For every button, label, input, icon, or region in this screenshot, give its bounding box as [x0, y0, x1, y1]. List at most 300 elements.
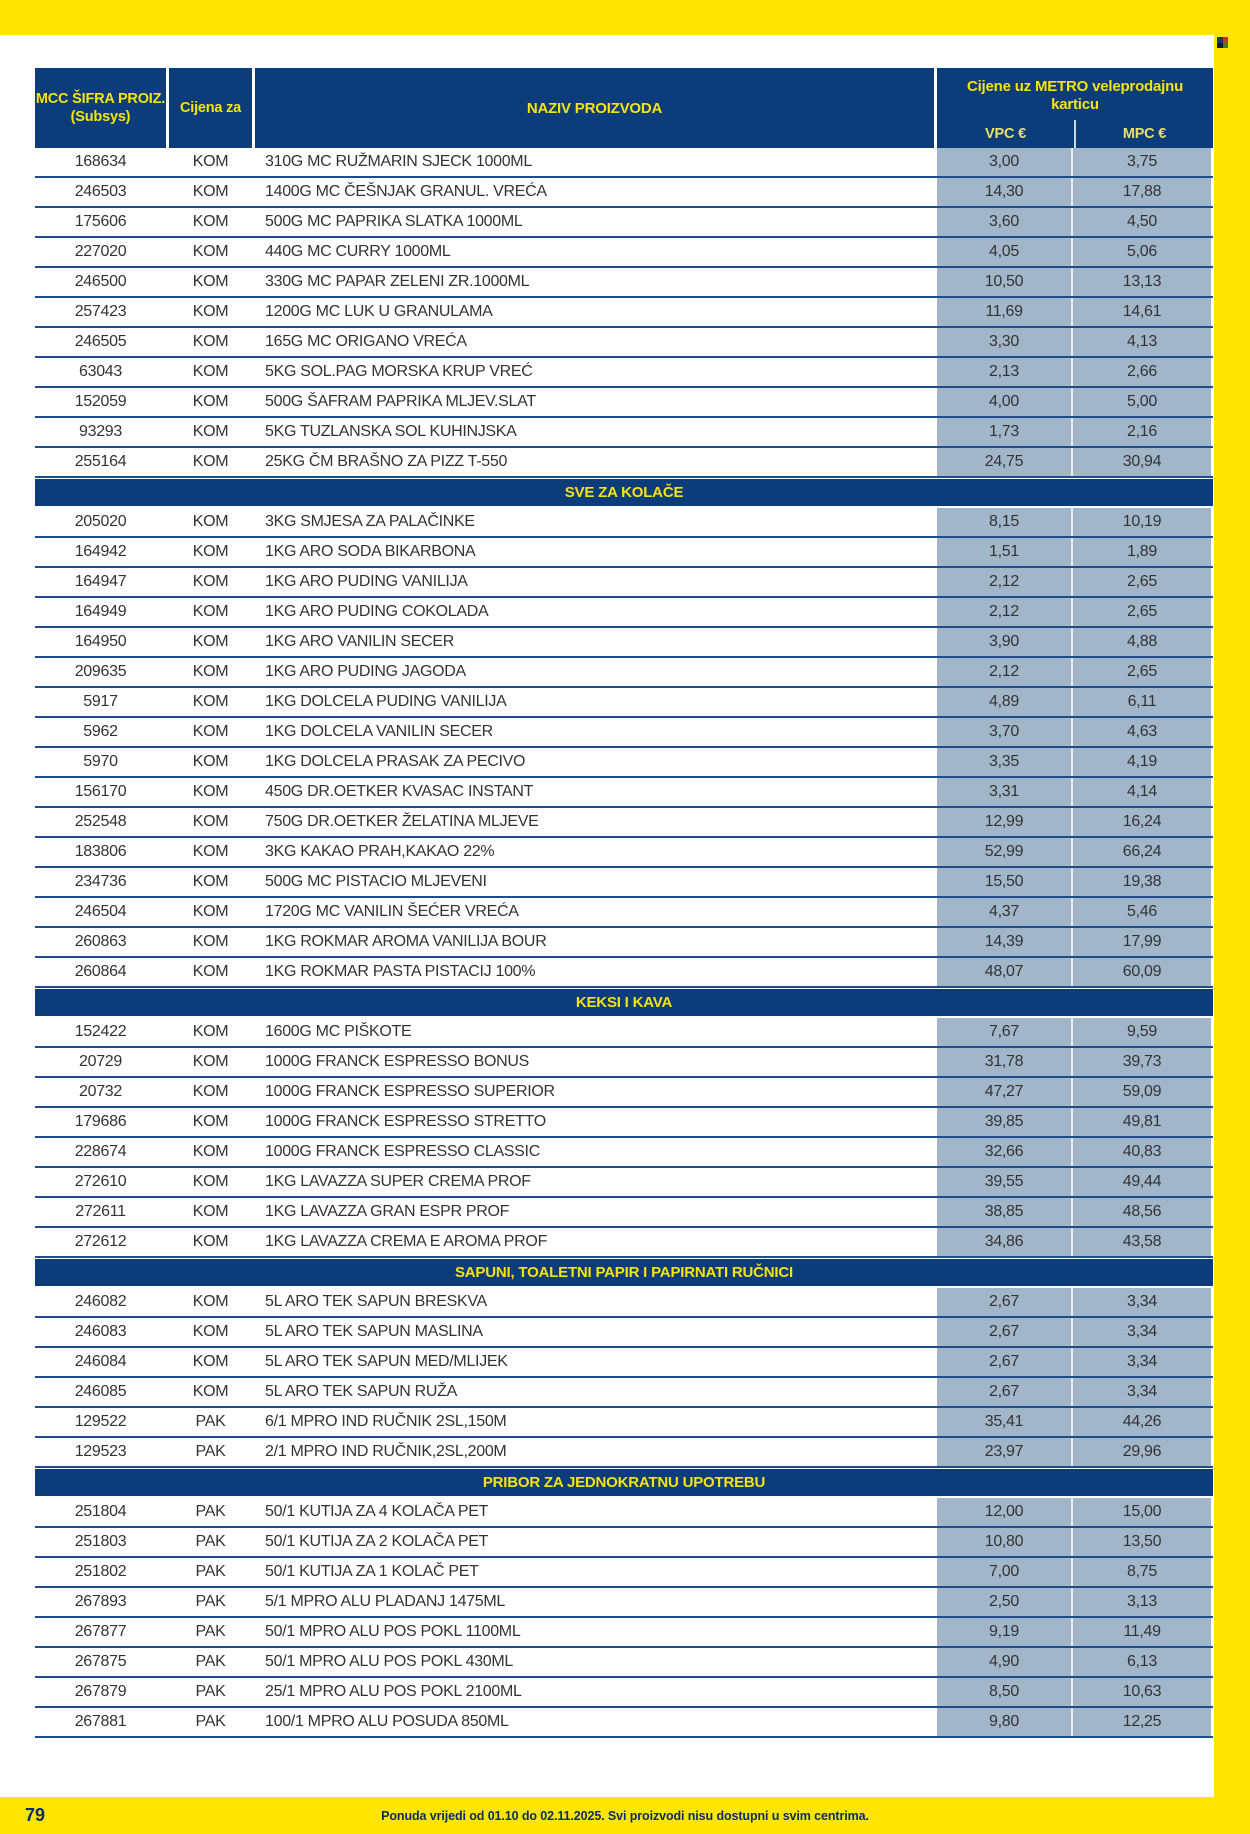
product-code: 246083 — [74, 1323, 127, 1340]
product-code: 63043 — [79, 363, 122, 380]
unit-label: KOM — [192, 1083, 229, 1100]
table-row — [35, 778, 1213, 808]
product-code: 251804 — [74, 1503, 127, 1520]
mpc-price: 13,13 — [1073, 268, 1211, 296]
product-code: 168634 — [74, 153, 127, 170]
product-name: 1000G FRANCK ESPRESSO BONUS — [265, 1053, 529, 1070]
product-code: 129523 — [74, 1443, 127, 1460]
unit-label: KOM — [192, 753, 229, 770]
product-name: 50/1 KUTIJA ZA 2 KOLAČA PET — [265, 1533, 489, 1550]
unit-label: KOM — [192, 903, 229, 920]
vpc-price: 7,67 — [937, 1018, 1073, 1046]
mpc-price: 13,50 — [1073, 1528, 1211, 1556]
table-row — [35, 508, 1213, 538]
table-row — [35, 1228, 1213, 1258]
column-header-code-line2: (Subsys) — [70, 109, 131, 125]
table-row — [35, 1168, 1213, 1198]
unit-label: PAK — [195, 1623, 226, 1640]
product-code: 260864 — [74, 963, 127, 980]
table-row — [35, 1678, 1213, 1708]
unit-label: KOM — [192, 393, 229, 410]
table-row — [35, 148, 1213, 178]
column-header-mpc: MPC € — [1122, 126, 1167, 142]
unit-label: KOM — [192, 633, 229, 650]
table-row — [35, 1288, 1213, 1318]
product-name: 2/1 MPRO IND RUČNIK,2SL,200M — [265, 1443, 507, 1460]
mpc-price: 17,88 — [1073, 178, 1211, 206]
vpc-price: 4,90 — [937, 1648, 1073, 1676]
mpc-price: 15,00 — [1073, 1498, 1211, 1526]
unit-label: KOM — [192, 453, 229, 470]
table-row — [35, 1048, 1213, 1078]
table-header-row — [35, 68, 1213, 148]
table-row — [35, 1528, 1213, 1558]
product-code: 267879 — [74, 1683, 127, 1700]
table-row — [35, 238, 1213, 268]
vpc-price: 4,05 — [937, 238, 1073, 266]
product-code: 175606 — [74, 213, 127, 230]
mpc-price: 60,09 — [1073, 958, 1211, 986]
product-code: 164950 — [74, 633, 127, 650]
page-content — [0, 35, 1214, 1797]
product-name: 500G MC PAPRIKA SLATKA 1000ML — [265, 213, 523, 230]
unit-label: KOM — [192, 843, 229, 860]
unit-label: KOM — [192, 183, 229, 200]
vpc-price: 4,89 — [937, 688, 1073, 716]
mpc-price: 17,99 — [1073, 928, 1211, 956]
vpc-price: 9,19 — [937, 1618, 1073, 1646]
table-row — [35, 1498, 1213, 1528]
mpc-price: 6,11 — [1073, 688, 1211, 716]
unit-label: KOM — [192, 1323, 229, 1340]
product-code: 267875 — [74, 1653, 127, 1670]
table-row — [35, 1348, 1213, 1378]
vpc-price: 2,67 — [937, 1378, 1073, 1406]
unit-label: PAK — [195, 1593, 226, 1610]
column-header-unit: Cijena za — [169, 68, 252, 148]
table-row — [35, 1438, 1213, 1468]
mpc-price: 48,56 — [1073, 1198, 1211, 1226]
table-row — [35, 1318, 1213, 1348]
product-code: 251802 — [74, 1563, 127, 1580]
unit-label: KOM — [192, 303, 229, 320]
unit-label: KOM — [192, 363, 229, 380]
vpc-price: 3,60 — [937, 208, 1073, 236]
product-name: 440G MC CURRY 1000ML — [265, 243, 451, 260]
product-name: 1000G FRANCK ESPRESSO SUPERIOR — [265, 1083, 555, 1100]
product-code: 272611 — [75, 1203, 126, 1220]
mpc-price: 44,26 — [1073, 1408, 1211, 1436]
table-row — [35, 358, 1213, 388]
product-code: 152422 — [74, 1023, 127, 1040]
mpc-price: 8,75 — [1073, 1558, 1211, 1586]
product-name: 5/1 MPRO ALU PLADANJ 1475ML — [265, 1593, 506, 1610]
table-row — [35, 568, 1213, 598]
vpc-price: 2,67 — [937, 1348, 1073, 1376]
table-row — [35, 1138, 1213, 1168]
product-code: 209635 — [74, 663, 127, 680]
mpc-price: 66,24 — [1073, 838, 1211, 866]
unit-label: KOM — [192, 213, 229, 230]
product-name: 1KG LAVAZZA CREMA E AROMA PROF — [265, 1233, 548, 1250]
mpc-price: 4,19 — [1073, 748, 1211, 776]
mpc-price: 4,14 — [1073, 778, 1211, 806]
mpc-price: 40,83 — [1073, 1138, 1211, 1166]
vpc-price: 31,78 — [937, 1048, 1073, 1076]
product-name: 750G DR.OETKER ŽELATINA MLJEVE — [265, 813, 539, 830]
product-name: 1000G FRANCK ESPRESSO STRETTO — [265, 1113, 546, 1130]
vpc-price: 47,27 — [937, 1078, 1073, 1106]
product-name: 1600G MC PIŠKOTE — [265, 1023, 412, 1040]
unit-label: PAK — [195, 1443, 226, 1460]
section-header: SAPUNI, TOALETNI PAPIR I PAPIRNATI RUČNICI — [35, 1258, 1213, 1288]
registration-mark-icon — [1217, 37, 1228, 48]
product-name: 1720G MC VANILIN ŠEĆER VREĆA — [265, 903, 519, 920]
product-code: 267881 — [74, 1713, 127, 1730]
vpc-price: 32,66 — [937, 1138, 1073, 1166]
unit-label: KOM — [192, 723, 229, 740]
table-row — [35, 538, 1213, 568]
unit-label: KOM — [192, 813, 229, 830]
product-code: 246503 — [74, 183, 127, 200]
product-name: 5L ARO TEK SAPUN MED/MLIJEK — [265, 1353, 508, 1370]
table-row — [35, 1648, 1213, 1678]
product-name: 25KG ČM BRAŠNO ZA PIZZ T-550 — [265, 453, 508, 470]
price-group-title: Cijene uz METRO veleprodajnu karticu — [966, 78, 1184, 113]
table-row — [35, 328, 1213, 358]
product-code: 246504 — [74, 903, 127, 920]
column-header-code-line1: MCC ŠIFRA PROIZ. — [35, 91, 166, 107]
table-row — [35, 1408, 1213, 1438]
table-row — [35, 1558, 1213, 1588]
mpc-price: 3,34 — [1073, 1318, 1211, 1346]
unit-label: KOM — [192, 963, 229, 980]
product-name: 1200G MC LUK U GRANULAMA — [265, 303, 493, 320]
product-name: 1KG DOLCELA VANILIN SECER — [265, 723, 493, 740]
mpc-price: 14,61 — [1073, 298, 1211, 326]
table-row — [35, 1198, 1213, 1228]
unit-label: PAK — [195, 1713, 226, 1730]
product-name: 1KG ARO PUDING VANILIJA — [265, 573, 468, 590]
table-row — [35, 1618, 1213, 1648]
column-header-product-name: NAZIV PROIZVODA — [255, 68, 934, 148]
unit-label: KOM — [192, 1053, 229, 1070]
product-code: 152059 — [74, 393, 127, 410]
table-row — [35, 388, 1213, 418]
price-subheaders — [937, 120, 1213, 148]
vpc-price: 24,75 — [937, 448, 1073, 476]
unit-label: PAK — [195, 1563, 226, 1580]
table-row — [35, 1588, 1213, 1618]
table-row — [35, 1078, 1213, 1108]
table-row — [35, 868, 1213, 898]
product-code: 267893 — [74, 1593, 127, 1610]
section-header: KEKSI I KAVA — [35, 988, 1213, 1018]
table-row — [35, 1018, 1213, 1048]
table-row — [35, 448, 1213, 478]
unit-label: KOM — [192, 1023, 229, 1040]
vpc-price: 9,80 — [937, 1708, 1073, 1736]
mpc-price: 4,88 — [1073, 628, 1211, 656]
column-header-prices-group — [937, 68, 1213, 148]
table-row — [35, 928, 1213, 958]
product-name: 1KG ARO VANILIN SECER — [265, 633, 455, 650]
product-code: 252548 — [74, 813, 127, 830]
mpc-price: 11,49 — [1073, 1618, 1211, 1646]
unit-label: KOM — [192, 1113, 229, 1130]
mpc-price: 5,06 — [1073, 238, 1211, 266]
column-header-code — [35, 68, 166, 148]
mpc-price: 19,38 — [1073, 868, 1211, 896]
vpc-price: 48,07 — [937, 958, 1073, 986]
unit-label: PAK — [195, 1683, 226, 1700]
vpc-price: 3,90 — [937, 628, 1073, 656]
product-name: 310G MC RUŽMARIN SJECK 1000ML — [265, 153, 532, 170]
product-code: 20729 — [79, 1053, 122, 1070]
unit-label: PAK — [195, 1653, 226, 1670]
vpc-price: 11,69 — [937, 298, 1073, 326]
product-code: 228674 — [74, 1143, 127, 1160]
vpc-price: 3,31 — [937, 778, 1073, 806]
vpc-price: 2,67 — [937, 1318, 1073, 1346]
product-code: 251803 — [74, 1533, 127, 1550]
table-row — [35, 418, 1213, 448]
product-code: 246084 — [74, 1353, 127, 1370]
product-name: 50/1 KUTIJA ZA 4 KOLAČA PET — [265, 1503, 489, 1520]
unit-label: KOM — [192, 1203, 229, 1220]
vpc-price: 14,30 — [937, 178, 1073, 206]
product-name: 1KG ARO PUDING JAGODA — [265, 663, 466, 680]
unit-label: PAK — [195, 1533, 226, 1550]
vpc-price: 39,85 — [937, 1108, 1073, 1136]
table-row — [35, 298, 1213, 328]
vpc-price: 35,41 — [937, 1408, 1073, 1436]
product-code: 246505 — [74, 333, 127, 350]
unit-label: KOM — [192, 243, 229, 260]
page-number: 79 — [25, 1805, 46, 1825]
product-code: 272612 — [74, 1233, 127, 1250]
table-body — [35, 148, 1213, 1738]
product-code: 272610 — [74, 1173, 127, 1190]
mpc-price: 3,34 — [1073, 1378, 1211, 1406]
mpc-price: 10,63 — [1073, 1678, 1211, 1706]
product-code: 227020 — [74, 243, 127, 260]
mpc-price: 29,96 — [1073, 1438, 1211, 1466]
product-name: 5KG SOL.PAG MORSKA KRUP VREĆ — [265, 363, 533, 380]
unit-label: KOM — [192, 513, 229, 530]
vpc-price: 2,12 — [937, 598, 1073, 626]
unit-label: KOM — [192, 543, 229, 560]
product-code: 183806 — [74, 843, 127, 860]
unit-label: KOM — [192, 333, 229, 350]
vpc-price: 2,12 — [937, 568, 1073, 596]
product-code: 260863 — [74, 933, 127, 950]
product-code: 205020 — [74, 513, 127, 530]
mpc-price: 2,65 — [1073, 598, 1211, 626]
unit-label: KOM — [192, 1143, 229, 1160]
vpc-price: 10,80 — [937, 1528, 1073, 1556]
mpc-price: 2,66 — [1073, 358, 1211, 386]
product-name: 3KG KAKAO PRAH,KAKAO 22% — [265, 843, 495, 860]
product-code: 179686 — [74, 1113, 127, 1130]
unit-label: KOM — [192, 1383, 229, 1400]
product-name: 1KG ARO PUDING COKOLADA — [265, 603, 489, 620]
product-code: 20732 — [79, 1083, 122, 1100]
unit-label: KOM — [192, 933, 229, 950]
mpc-price: 10,19 — [1073, 508, 1211, 536]
table-row — [35, 268, 1213, 298]
vpc-price: 38,85 — [937, 1198, 1073, 1226]
unit-label: KOM — [192, 873, 229, 890]
mpc-price: 1,89 — [1073, 538, 1211, 566]
mpc-price: 2,16 — [1073, 418, 1211, 446]
mpc-price: 2,65 — [1073, 658, 1211, 686]
unit-label: KOM — [192, 423, 229, 440]
product-name: 1400G MC ČEŠNJAK GRANUL. VREĆA — [265, 183, 547, 200]
vpc-price: 3,00 — [937, 148, 1073, 176]
mpc-price: 3,34 — [1073, 1288, 1211, 1316]
vpc-price: 14,39 — [937, 928, 1073, 956]
mpc-price: 5,00 — [1073, 388, 1211, 416]
section-header: PRIBOR ZA JEDNOKRATNU UPOTREBU — [35, 1468, 1213, 1498]
product-name: 1KG ARO SODA BIKARBONA — [265, 543, 476, 560]
product-name: 165G MC ORIGANO VREĆA — [265, 333, 467, 350]
unit-label: PAK — [195, 1503, 226, 1520]
vpc-price: 39,55 — [937, 1168, 1073, 1196]
product-code: 129522 — [74, 1413, 127, 1430]
mpc-price: 30,94 — [1073, 448, 1211, 476]
product-name: 50/1 KUTIJA ZA 1 KOLAČ PET — [265, 1563, 479, 1580]
unit-label: KOM — [192, 663, 229, 680]
mpc-price: 6,13 — [1073, 1648, 1211, 1676]
product-name: 1KG DOLCELA PRASAK ZA PECIVO — [265, 753, 526, 770]
product-name: 50/1 MPRO ALU POS POKL 1100ML — [265, 1623, 521, 1640]
vpc-price: 52,99 — [937, 838, 1073, 866]
section-header: SVE ZA KOLAČE — [35, 478, 1213, 508]
vpc-price: 12,00 — [937, 1498, 1073, 1526]
product-name: 500G MC PISTACIO MLJEVENI — [265, 873, 487, 890]
footer-note: Ponuda vrijedi od 01.10 do 02.11.2025. Svi proizvodi nisu dostupni u svim centrima. — [381, 1808, 869, 1823]
product-name: 3KG SMJESA ZA PALAČINKE — [265, 513, 475, 530]
mpc-price: 3,75 — [1073, 148, 1211, 176]
mpc-price: 5,46 — [1073, 898, 1211, 926]
product-name: 100/1 MPRO ALU POSUDA 850ML — [265, 1713, 509, 1730]
vpc-price: 1,51 — [937, 538, 1073, 566]
vpc-price: 3,70 — [937, 718, 1073, 746]
product-name: 5L ARO TEK SAPUN BRESKVA — [265, 1293, 487, 1310]
product-name: 5KG TUZLANSKA SOL KUHINJSKA — [265, 423, 517, 440]
product-name: 1KG ROKMAR PASTA PISTACIJ 100% — [265, 963, 536, 980]
unit-label: KOM — [192, 783, 229, 800]
page-footer — [0, 1797, 1250, 1834]
mpc-price: 3,13 — [1073, 1588, 1211, 1616]
table-row — [35, 1378, 1213, 1408]
product-code: 5962 — [83, 723, 118, 740]
product-code: 255164 — [74, 453, 127, 470]
mpc-price: 16,24 — [1073, 808, 1211, 836]
vpc-price: 8,15 — [937, 508, 1073, 536]
table-row — [35, 688, 1213, 718]
table-row — [35, 718, 1213, 748]
product-name: 50/1 MPRO ALU POS POKL 430ML — [265, 1653, 514, 1670]
vpc-price: 2,13 — [937, 358, 1073, 386]
mpc-price: 4,63 — [1073, 718, 1211, 746]
product-name: 25/1 MPRO ALU POS POKL 2100ML — [265, 1683, 522, 1700]
product-code: 246082 — [74, 1293, 127, 1310]
column-header-vpc: VPC € — [937, 120, 1076, 148]
mpc-price: 4,13 — [1073, 328, 1211, 356]
table-row — [35, 208, 1213, 238]
table-row — [35, 748, 1213, 778]
mpc-price: 2,65 — [1073, 568, 1211, 596]
product-name: 1KG DOLCELA PUDING VANILIJA — [265, 693, 507, 710]
table-row — [35, 178, 1213, 208]
mpc-price: 9,59 — [1073, 1018, 1211, 1046]
product-name: 6/1 MPRO IND RUČNIK 2SL,150M — [265, 1413, 507, 1430]
unit-label: KOM — [192, 153, 229, 170]
table-row — [35, 958, 1213, 988]
product-code: 234736 — [74, 873, 127, 890]
product-name: 1KG ROKMAR AROMA VANILIJA BOUR — [265, 933, 547, 950]
vpc-price: 10,50 — [937, 268, 1073, 296]
product-code: 5970 — [83, 753, 118, 770]
product-code: 164942 — [74, 543, 127, 560]
product-name: 330G MC PAPAR ZELENI ZR.1000ML — [265, 273, 530, 290]
table-row — [35, 628, 1213, 658]
product-code: 164949 — [74, 603, 127, 620]
product-name: 450G DR.OETKER KVASAC INSTANT — [265, 783, 534, 800]
unit-label: KOM — [192, 603, 229, 620]
unit-label: KOM — [192, 1173, 229, 1190]
unit-label: KOM — [192, 273, 229, 290]
product-name: 5L ARO TEK SAPUN RUŽA — [265, 1383, 457, 1400]
vpc-price: 2,67 — [937, 1288, 1073, 1316]
unit-label: KOM — [192, 1353, 229, 1370]
mpc-price: 49,81 — [1073, 1108, 1211, 1136]
unit-label: KOM — [192, 693, 229, 710]
mpc-price: 43,58 — [1073, 1228, 1211, 1256]
table-row — [35, 598, 1213, 628]
product-code: 246500 — [74, 273, 127, 290]
product-name: 1KG LAVAZZA GRAN ESPR PROF — [265, 1203, 510, 1220]
mpc-price: 39,73 — [1073, 1048, 1211, 1076]
vpc-price: 1,73 — [937, 418, 1073, 446]
product-code: 93293 — [79, 423, 122, 440]
product-code: 267877 — [74, 1623, 127, 1640]
product-code: 257423 — [74, 303, 127, 320]
table-row — [35, 658, 1213, 688]
unit-label: KOM — [192, 573, 229, 590]
unit-label: PAK — [195, 1413, 226, 1430]
product-code: 246085 — [74, 1383, 127, 1400]
mpc-price: 12,25 — [1073, 1708, 1211, 1736]
vpc-price: 12,99 — [937, 808, 1073, 836]
product-name: 1KG LAVAZZA SUPER CREMA PROF — [265, 1173, 531, 1190]
vpc-price: 7,00 — [937, 1558, 1073, 1586]
product-code: 5917 — [83, 693, 118, 710]
mpc-price: 49,44 — [1073, 1168, 1211, 1196]
vpc-price: 15,50 — [937, 868, 1073, 896]
product-name: 500G ŠAFRAM PAPRIKA MLJEV.SLAT — [265, 393, 536, 410]
unit-label: KOM — [192, 1293, 229, 1310]
vpc-price: 3,30 — [937, 328, 1073, 356]
unit-label: KOM — [192, 1233, 229, 1250]
table-row — [35, 1108, 1213, 1138]
table-row — [35, 898, 1213, 928]
table-row — [35, 838, 1213, 868]
vpc-price: 34,86 — [937, 1228, 1073, 1256]
product-code: 164947 — [74, 573, 127, 590]
